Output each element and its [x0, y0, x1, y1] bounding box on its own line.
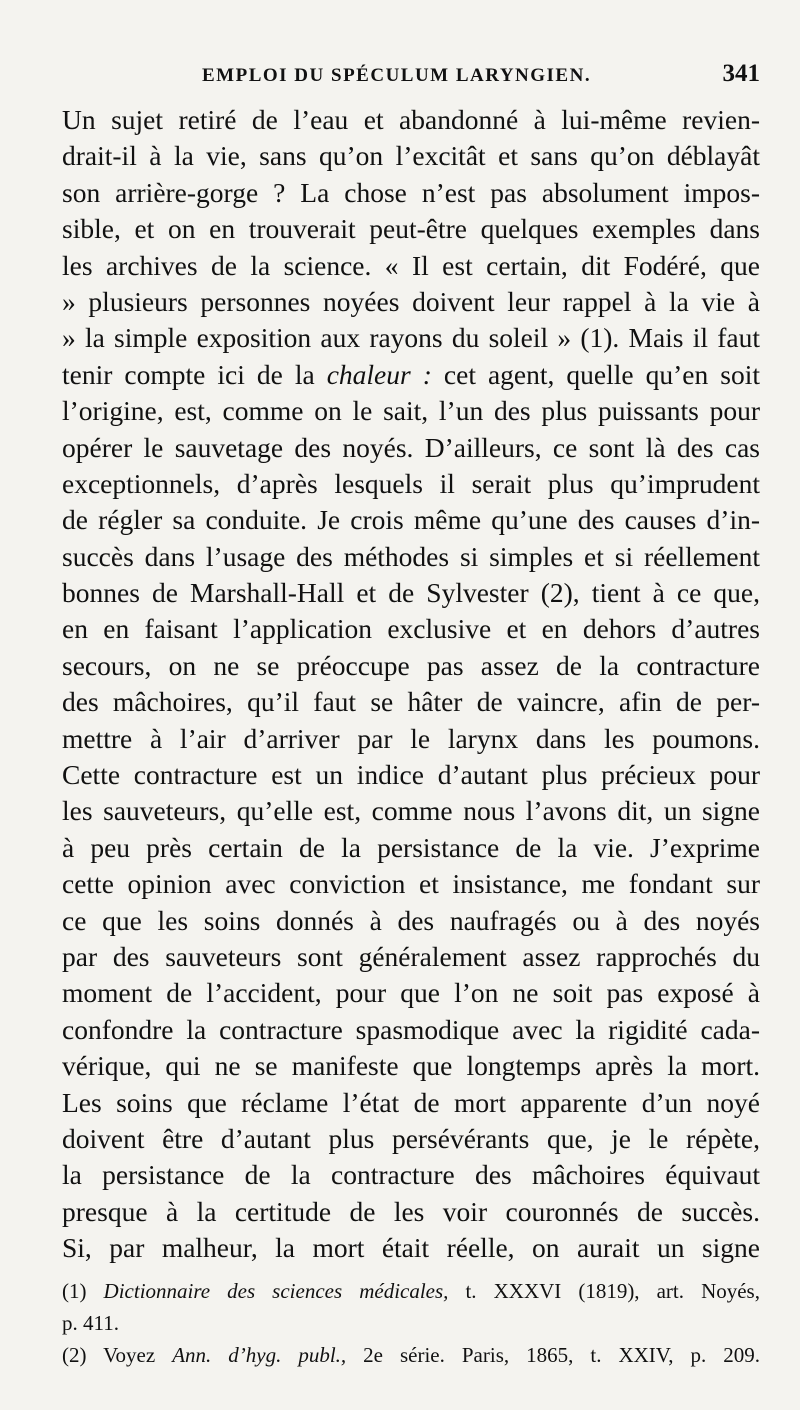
- running-head: [62, 60, 760, 102]
- text-line: bonnes de Marshall-Hall et de Sylvester (2), tient à ce que,: [62, 577, 760, 609]
- text-line: » plusieurs personnes noyées doivent leur rappel à la vie à: [62, 285, 760, 317]
- body-text: [62, 102, 760, 1267]
- footnote-marker: (1): [62, 1278, 104, 1303]
- text-line: opérer le sauvetage des noyés. D’ailleurs, ce sont là des cas: [62, 431, 760, 463]
- text-line: son arrière-gorge ? La chose n’est pas absolument impos-: [62, 176, 760, 208]
- text-line: mettre à l’air d’arriver par le larynx dans les poumons.: [62, 722, 760, 754]
- text-line: exceptionnels, d’après lesquels il serait plus qu’imprudent: [62, 467, 760, 499]
- text-line: Si, par malheur, la mort était réelle, on aurait un signe: [62, 1232, 760, 1264]
- text-line: cette opinion avec conviction et insistance, me fondant sur: [62, 868, 760, 900]
- footnote-2: [62, 1339, 760, 1371]
- text-line: moment de l’accident, pour que l’on ne soit pas exposé à: [62, 977, 760, 1009]
- text-line: sible, et on en trouverait peut-être quelques exemples dans: [62, 213, 760, 245]
- text-line: vérique, qui ne se manifeste que longtemps après la mort.: [62, 1050, 760, 1082]
- text-line: presque à la certitude de les voir couronnés de succès.: [62, 1195, 760, 1227]
- text-line: ce que les soins donnés à des naufragés ou à des noyés: [62, 904, 760, 936]
- text-line: confondre la contracture spasmodique avec la rigidité cada-: [62, 1013, 760, 1045]
- text-line: Les soins que réclame l’état de mort apparente d’un noyé: [62, 1086, 760, 1118]
- text-line: la persistance de la contracture des mâchoires équivaut: [62, 1159, 760, 1191]
- running-title: EMPLOI DU SPÉCULUM LARYNGIEN.: [202, 65, 592, 86]
- text-line: à peu près certain de la persistance de la vie. J’exprime: [62, 831, 760, 863]
- italic-word: chaleur :: [326, 358, 432, 390]
- text-line: l’origine, est, comme on le sait, l’un des plus puissants pour: [62, 395, 760, 427]
- text-line: de régler sa conduite. Je crois même qu’une des causes d’in-: [62, 504, 760, 536]
- text-line: par des sauveteurs sont généralement assez rapprochés du: [62, 940, 760, 972]
- text-line: [62, 357, 760, 393]
- text-line: drait-il à la vie, sans qu’on l’excitât et sans qu’on déblayât: [62, 140, 760, 172]
- text-line: les sauveteurs, qu’elle est, comme nous l’avons dit, un signe: [62, 795, 760, 827]
- text-line: » la simple exposition aux rayons du soleil » (1). Mais il faut: [62, 322, 760, 354]
- footnote-1: [62, 1275, 760, 1307]
- text-span: tenir compte ici de la: [62, 358, 327, 390]
- text-line: Cette contracture est un indice d’autant plus précieux pour: [62, 759, 760, 791]
- text-line: des mâchoires, qu’il faut se hâter de vaincre, afin de per-: [62, 686, 760, 718]
- footnote-text: t. XXXVI (1819), art. Noyés,: [448, 1278, 760, 1303]
- text-line: doivent être d’autant plus persévérants que, je le répète,: [62, 1122, 760, 1154]
- footnote-text: 2e série. Paris, 1865, t. XXIV, p. 209.: [346, 1342, 760, 1367]
- text-line: en en faisant l’application exclusive et en dehors d’autres: [62, 613, 760, 645]
- text-line: secours, on ne se préoccupe pas assez de la contracture: [62, 649, 760, 681]
- text-line: les archives de la science. « Il est certain, dit Fodéré, que: [62, 249, 760, 281]
- footnote-title: Ann. d’hyg. publ.,: [172, 1342, 347, 1367]
- footnote-1-continuation: p. 411.: [62, 1310, 119, 1335]
- page-number: 341: [722, 60, 760, 87]
- footnote-marker: (2) Voyez: [62, 1342, 173, 1367]
- text-line: succès dans l’usage des méthodes si simples et si réellement: [62, 540, 760, 572]
- text-line: Un sujet retiré de l’eau et abandonné à lui-même revien-: [62, 104, 760, 135]
- footnote-title: Dictionnaire des sciences médicales,: [103, 1278, 449, 1303]
- footnotes: [62, 1275, 760, 1371]
- text-span: cet agent, quelle qu’en soit: [431, 358, 760, 390]
